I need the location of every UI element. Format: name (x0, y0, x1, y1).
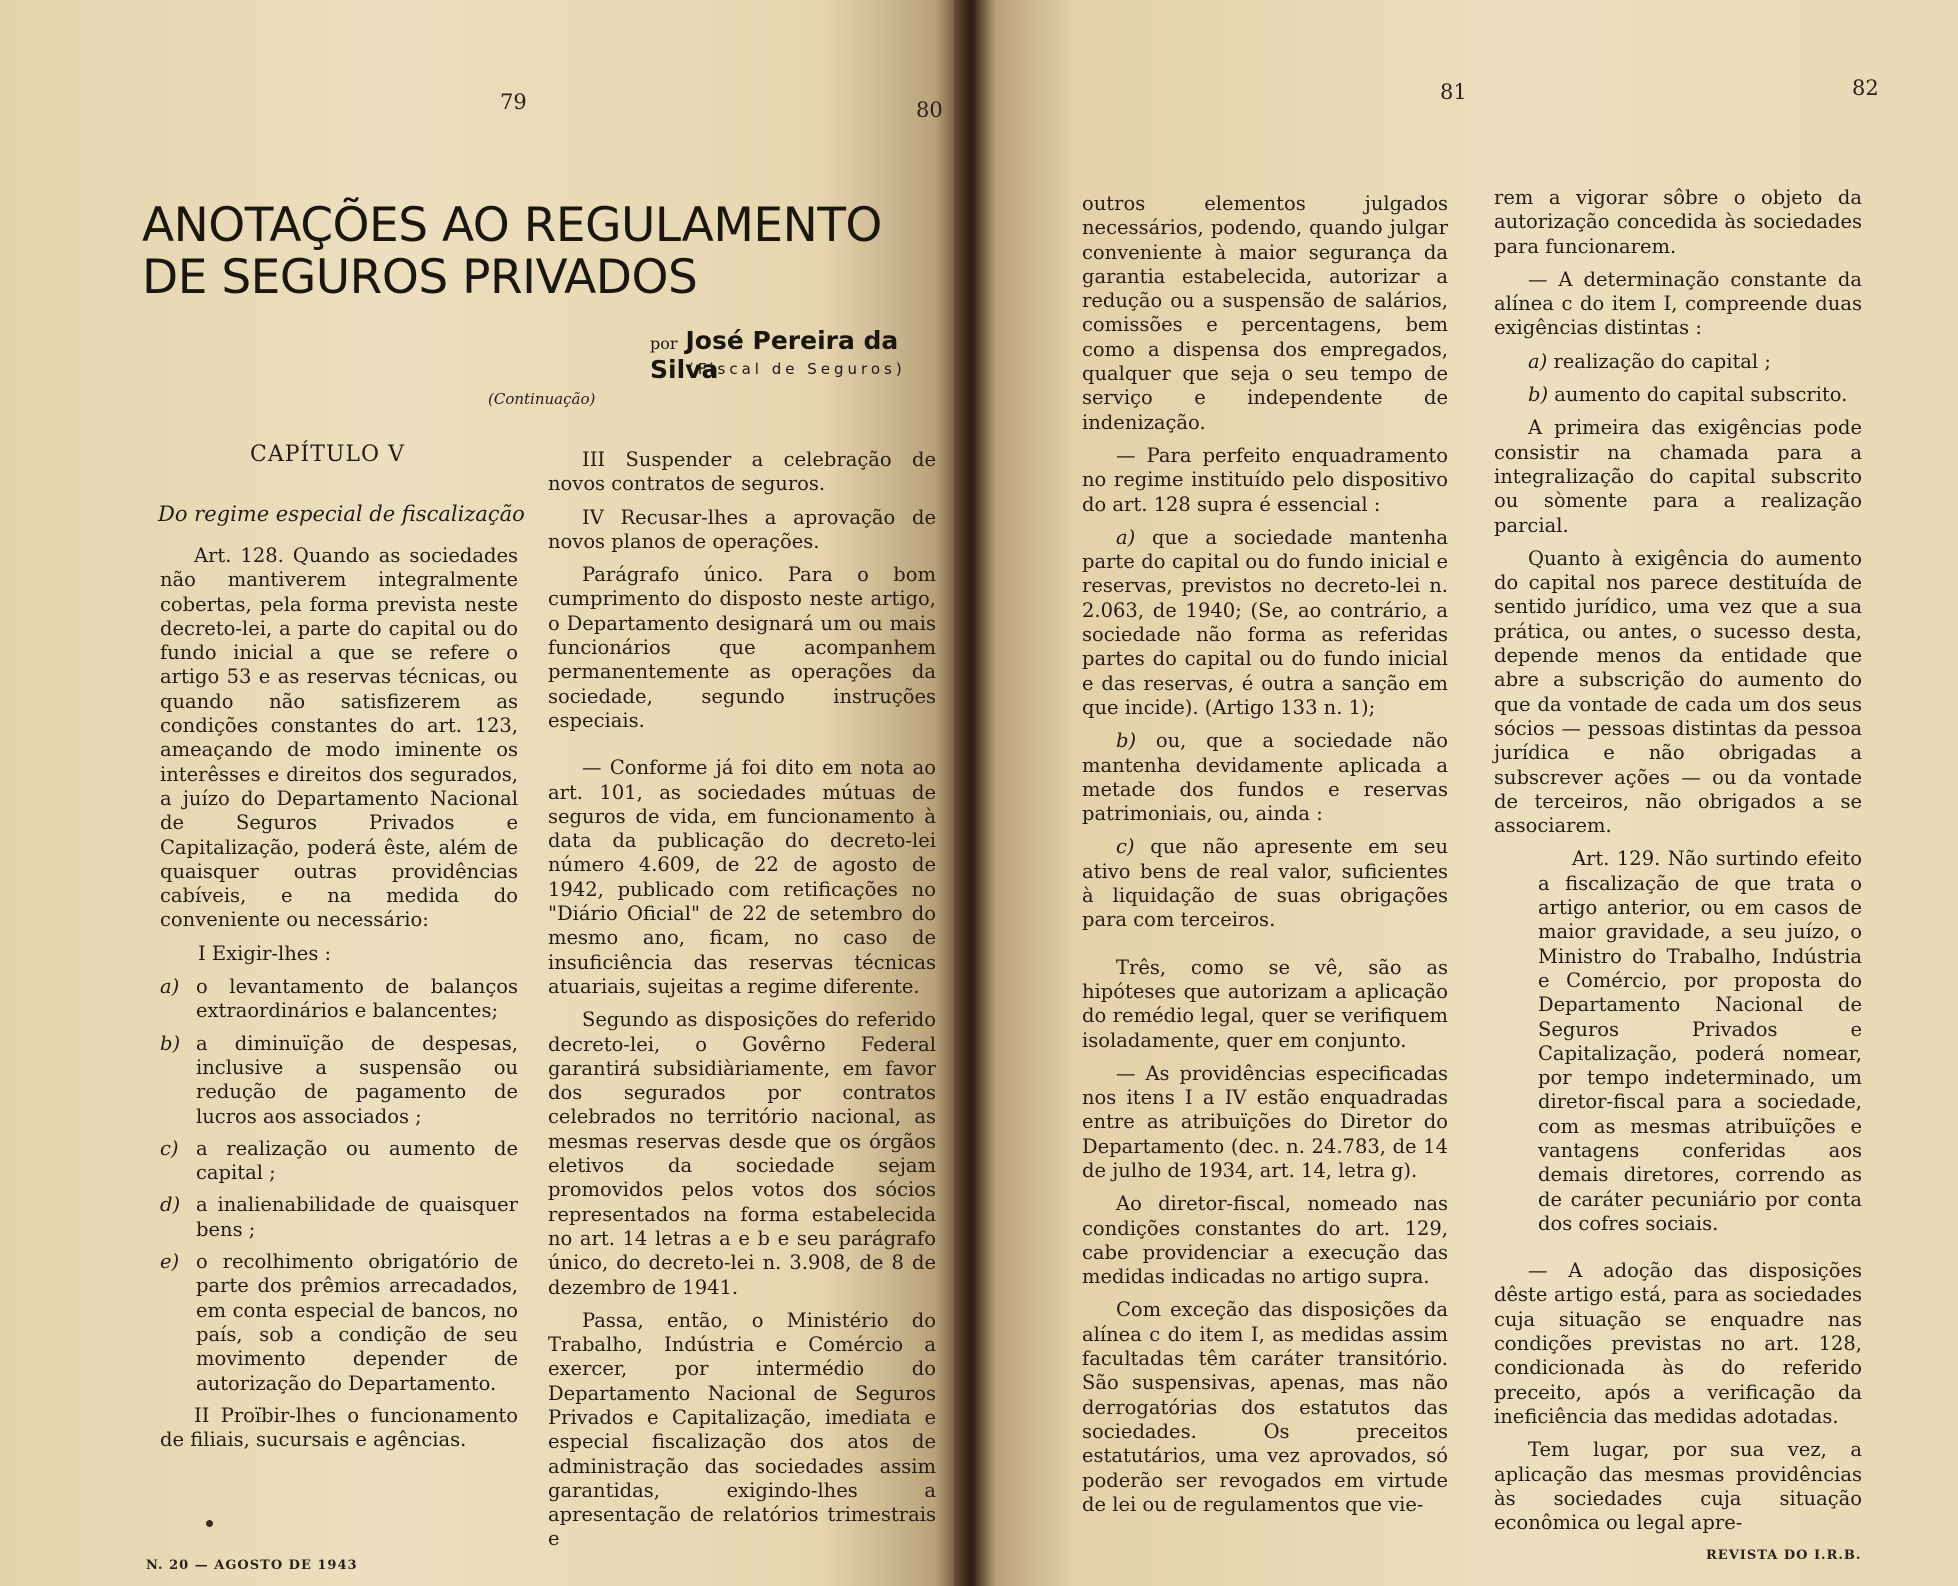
item-d (160, 1193, 518, 1242)
note-paragraph-3: Passa, então, o Ministério do Trabalho, Indústria e Comércio a exercer, por intermédio do Departamento Nacional de Seguros Privados e Capitalização, imediata e especial fiscalização dos atos de administração das sociedades assim garantidas, exigindo-lhes a apresentação de relatórios trimestrais e (548, 1308, 936, 1551)
text-column-1 (160, 544, 518, 1461)
text-column-2 (548, 448, 936, 1561)
col3-paragraph-3: Três, como se vê, são as hipóteses que autorizam a aplicação do remédio legal, quer se verifiquem isoladamente, quer em conjunto. (1082, 955, 1448, 1052)
chapter-heading: CAPÍTULO V (250, 442, 405, 467)
col3-paragraph-2: — Para perfeito enquadramento no regime instituído pelo dispositivo do art. 128 supra é essencial : (1082, 443, 1448, 516)
item-d-label: d) (160, 1193, 181, 1217)
item-b (160, 1032, 518, 1129)
col3-item-a-text: que a sociedade mantenha parte do capital ou do fundo inicial e reservas, previstos no decreto-lei n. 2.063, de 1940; (Se, ao contrário, a sociedade não forma as referidas partes do capital ou do fundo inicial e das reservas, é outra a sanção em que incide). (Artigo 133 n. 1); (1082, 525, 1448, 719)
page-number-79: 79 (500, 90, 527, 114)
paragrafo-unico: Parágrafo único. Para o bom cumprimento do disposto neste artigo, o Departamento designará um ou mais funcionários que acompanhem permanentemente as operações da sociedade, segundo instruções especiais. (548, 563, 936, 732)
col3-item-b-label: b) (1116, 729, 1137, 753)
item-b-text: a diminuïção de despesas, inclusive a suspensão ou redução de pagamento de lucros aos associados ; (196, 1031, 518, 1128)
continuation-note: (Continuação) (488, 390, 596, 408)
col4-item-a-text: realização do capital ; (1553, 349, 1771, 373)
col3-paragraph-1: outros elementos julgados necessários, podendo, quando julgar conveniente à maior segurança da garantia estabelecida, autorizar a redução ou a suspensão de salários, comissões e percentagens, bem como a dispensa dos empregados, qualquer que seja o seu tempo de serviço e independente de indenização. (1082, 192, 1448, 434)
item-c-text: a realização ou aumento de capital ; (196, 1136, 518, 1185)
text-column-4 (1494, 186, 1862, 1544)
article-title (142, 200, 882, 304)
item-e (160, 1250, 518, 1396)
item-a-text: o levantamento de balanços extraordinários e balancentes; (196, 975, 518, 1023)
spacer (1082, 942, 1448, 956)
item-a (160, 975, 518, 1024)
col4-paragraph-5: — A adoção das disposições dêste artigo está, para as sociedades cuja situação se enquadre nas condições previstas no art. 128, condicionada às do referido preceito, após a verificação da ineficiência das medidas adotadas. (1494, 1259, 1862, 1428)
col4-item-b-label: b) (1528, 383, 1549, 407)
col3-item-a-label: a) (1116, 525, 1136, 549)
footer-issue: N. 20 — AGOSTO DE 1943 (146, 1558, 358, 1573)
item-iv: IV Recusar-lhes a aprovação de novos planos de operações. (548, 505, 936, 553)
item-e-label: e) (160, 1250, 180, 1274)
spacer (548, 742, 936, 756)
item-d-text: a inalienabilidade de quaisquer bens ; (196, 1193, 518, 1241)
section-subtitle: Do regime especial de fiscalização (158, 502, 525, 526)
col3-item-b-text: ou, que a sociedade não mantenha devidamente aplicada a metade dos fundos e reservas patrimoniais, ou, ainda : (1082, 729, 1449, 826)
item-c-label: c) (160, 1136, 179, 1160)
item-i: I Exigir-lhes : (198, 941, 332, 965)
item-e-text: o recolhimento obrigatório de parte dos prêmios arrecadados, em conta especial de bancos, no país, sob a condição de seu movimento depender de autorização do Departamento. (196, 1250, 518, 1395)
col3-paragraph-4: — As providências especificadas nos itens I a IV estão enquadradas entre as atribuïções do Diretor do Departamento (dec. n. 24.783, de 14 de julho de 1934, art. 14, letra g). (1082, 1061, 1448, 1182)
item-a-label: a) (160, 975, 180, 999)
item-b-label: b) (160, 1031, 181, 1055)
author-role: (Fiscal de Seguros) (688, 360, 906, 378)
col3-item-c-text: que não apresente em seu ativo bens de real valor, suficientes à liquidação de suas obrigações para com terceiros. (1082, 835, 1449, 932)
col4-paragraph-3: A primeira das exigências pode consistir na chamada para a integralização do capital subscrito ou sòmente para a realização parcial. (1494, 416, 1862, 537)
col4-paragraph-1: rem a vigorar sôbre o objeto da autorização concedida às sociedades para funcionarem. (1494, 186, 1862, 258)
title-line-1: ANOTAÇÕES AO REGULAMENTO (142, 198, 882, 253)
col4-paragraph-2: — A determinação constante da alínea c do item I, compreende duas exigências distintas : (1494, 267, 1862, 340)
col3-item-b (1082, 729, 1448, 826)
footer-journal: REVISTA DO I.R.B. (1706, 1548, 1862, 1563)
by-prefix: por (650, 334, 678, 353)
col3-item-c (1082, 835, 1448, 932)
page-number-82: 82 (1852, 76, 1879, 100)
col3-item-c-label: c) (1116, 835, 1135, 859)
col4-item-b (1494, 383, 1862, 407)
col4-item-a-label: a) (1528, 349, 1548, 373)
item-c (160, 1137, 518, 1186)
spacer (1494, 1245, 1862, 1259)
note-paragraph-2: Segundo as disposições do referido decreto-lei, o Govêrno Federal garantirá subsidiàriamente, em favor dos segurados por contratos celebrados no território nacional, as mesmas reservas desde que os órgãos eletivos da sociedade sejam promovidos pelos votos dos sócios representados na forma estabelecida no art. 14 letras a e b e seu parágrafo único, do decreto-lei n. 3.908, de 8 de dezembro de 1941. (548, 1008, 936, 1299)
col3-paragraph-6: Com exceção das disposições da alínea c do item I, as medidas assim facultadas têm caráter transitório. São suspensivas, apenas, mas não derrogatórias dos estatutos das sociedades. Os preceitos estatutários, uma vez aprovados, só poderão ser revogados em virtude de lei ou de regulamentos que vie- (1082, 1298, 1448, 1516)
left-page (0, 0, 964, 1586)
col3-paragraph-5: Ao diretor-fiscal, nomeado nas condições constantes do art. 129, cabe providenciar a execução das medidas indicadas no artigo supra. (1082, 1192, 1448, 1289)
page-number-81: 81 (1440, 80, 1467, 104)
col4-paragraph-4: Quanto à exigência do aumento do capital nos parece destituída de sentido jurídico, uma vez que a sua prática, ou antes, o sucesso desta, depende menos da entidade que abre a subscrição do aumento do que da vontade de cada um dos seus sócios — pessoas distintas da pessoa jurídica e não obrigadas a subscrever ações — ou da vontade de terceiros, não obrigados a se associarem. (1494, 546, 1862, 838)
item-ii: II Proïbir-lhes o funcionamento de filiais, sucursais e agências. (160, 1403, 518, 1452)
item-iii: III Suspender a celebração de novos contratos de seguros. (548, 448, 936, 496)
page-number-80: 80 (916, 98, 943, 122)
text-column-3 (1082, 192, 1448, 1526)
col4-item-a (1494, 350, 1862, 374)
note-paragraph-1: — Conforme já foi dito em nota ao art. 101, as sociedades mútuas de seguros de vida, em funcionamento à data da publicação do decreto-lei número 4.609, de 22 de agosto de 1942, publicado com retificações no "Diário Oficial" de 22 de setembro do mesmo ano, ficam, no caso de insuficiência das reservas técnicas atuariais, sujeitas a regime diferente. (548, 756, 936, 998)
col4-paragraph-6: Tem lugar, por sua vez, a aplicação das mesmas providências às sociedades cuja situação econômica ou legal apre- (1494, 1438, 1862, 1535)
right-page (976, 0, 1958, 1586)
art-129-text: Art. 129. Não surtindo efeito a fiscalização de que trata o artigo anterior, ou em casos de maior gravidade, a seu juízo, o Ministro do Trabalho, Indústria e Comércio, por proposta do Departamento Nacional de Seguros Privados e Capitalização, poderá nomear, por tempo indeterminado, um diretor-fiscal para a sociedade, com as mesmas atribuïções e vantagens conferidas aos demais diretores, correndo as de caráter pecuniário por conta dos cofres sociais. (1538, 847, 1862, 1235)
col3-item-a (1082, 526, 1448, 720)
col4-item-b-text: aumento do capital subscrito. (1554, 383, 1848, 407)
ink-dot (206, 1520, 213, 1527)
author-name: José Pereira da Silva (650, 326, 899, 384)
art-128-text: Art. 128. Quando as sociedades não mantiverem integralmente cobertas, pela forma prevista neste decreto-lei, a parte do capital ou do fundo inicial a que se refere o artigo 53 e as reservas técnicas, ou quando não satisfizerem as condições constantes do art. 123, ameaçando de modo iminente os interêsses e direitos dos segurados, a juízo do Departamento Nacional de Seguros Privados e Capitalização, poderá êste, além de quaisquer outras providências cabíveis, e na medida do conveniente ou necessário: (160, 544, 518, 932)
title-line-2: DE SEGUROS PRIVADOS (142, 250, 698, 305)
